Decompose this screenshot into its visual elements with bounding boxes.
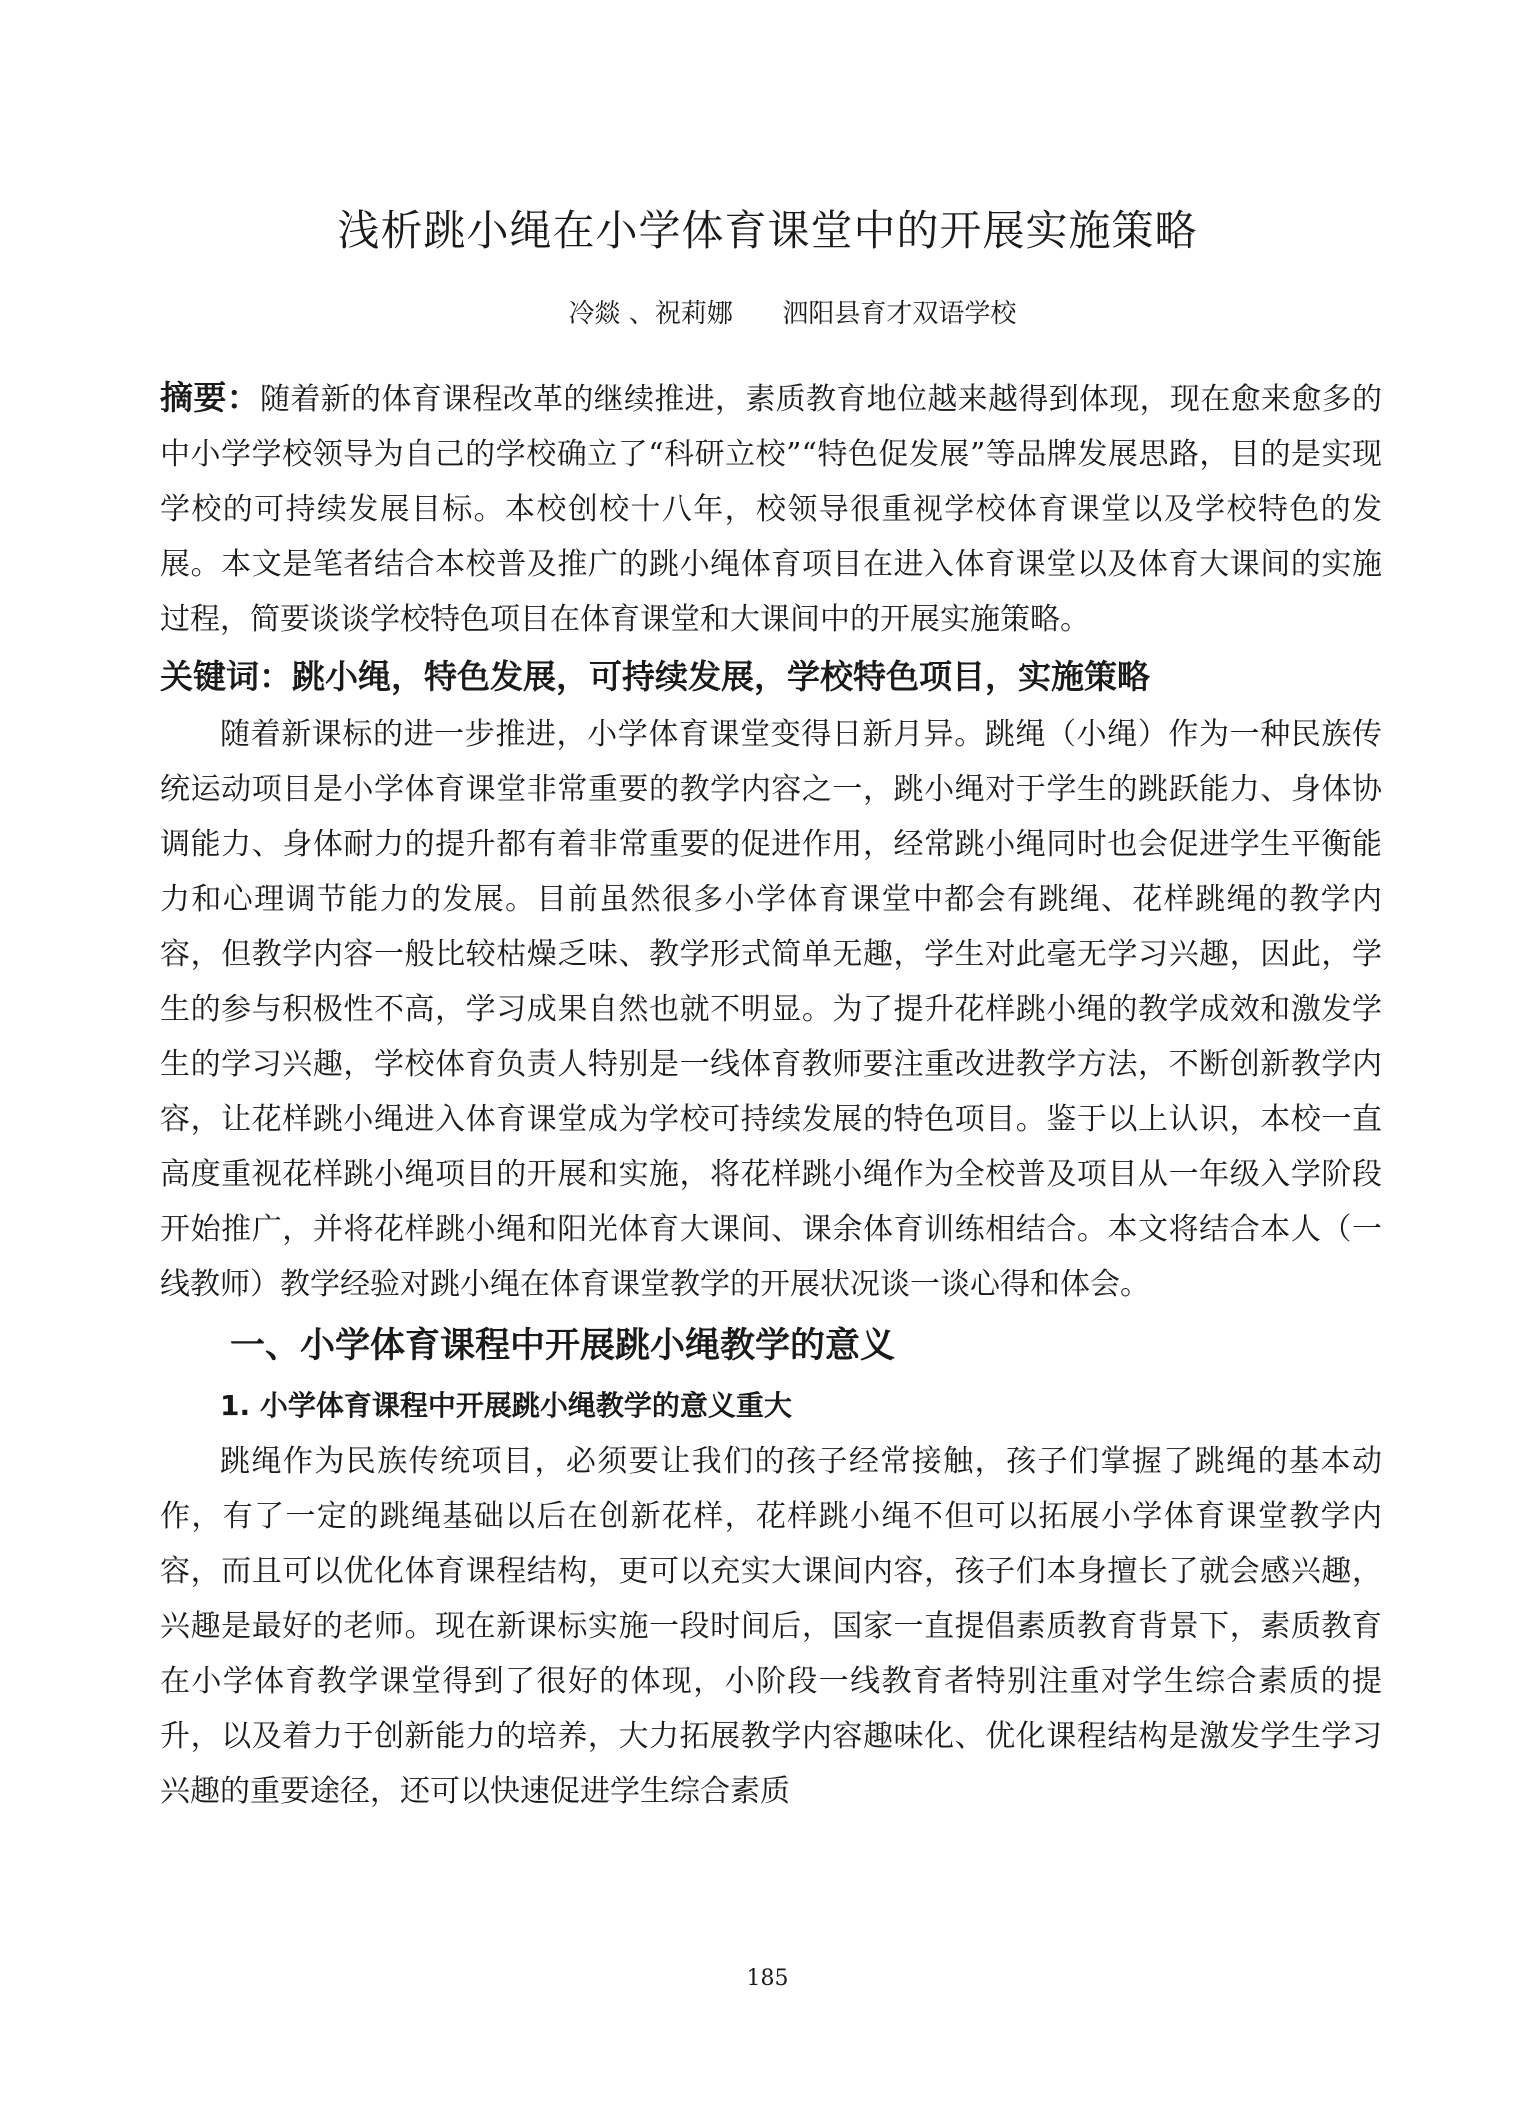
keywords: 关键词：跳小绳，特色发展，可持续发展，学校特色项目，实施策略	[160, 657, 1150, 696]
page-number: 185	[746, 1966, 789, 1991]
intro-paragraph: 随着新课标的进一步推进，小学体育课堂变得日新月异。跳绳（小绳）作为一种民族传统运动项目是小学体育课堂非常重要的教学内容之一，跳小绳对于学生的跳跃能力、身体协调能力、身体耐力的提升都有着非常重要的促进作用，经常跳小绳同时也会促进学生平衡能力和心理调节能力的发展。目前虽然很多小学体育课堂中都会有跳绳、花样跳绳的教学内容，但教学内容一般比较枯燥乏味、教学形式简单无趣，学生对此毫无学习兴趣，因此，学生的参与积极性不高，学习成果自然也就不明显。为了提升花样跳小绳的教学成效和激发学生的学习兴趣，学校体育负责人特别是一线体育教师要注重改进教学方法，不断创新教学内容，让花样跳小绳进入体育课堂成为学校可持续发展的特色项目。鉴于以上认识，本校一直高度重视花样跳小绳项目的开展和实施，将花样跳小绳作为全校普及项目从一年级入学阶段开始推广，并将花样跳小绳和阳光体育大课间、课余体育训练相结合。本文将结合本人（一线教师）教学经验对跳小绳在体育课堂教学的开展状况谈一谈心得和体会。	[160, 717, 1382, 1302]
section-heading-1: 一、小学体育课程中开展跳小绳教学的意义	[230, 1326, 896, 1366]
subsection-heading-1: 1. 小学体育课程中开展跳小绳教学的意义重大	[220, 1389, 792, 1422]
abstract	[160, 370, 1382, 647]
subsection-1-paragraph: 跳绳作为民族传统项目，必须要让我们的孩子经常接触，孩子们掌握了跳绳的基本动作，有了一定的跳绳基础以后在创新花样，花样跳小绳不但可以拓展小学体育课堂教学内容，而且可以优化体育课程结构，更可以充实大课间内容，孩子们本身擅长了就会感兴趣，兴趣是最好的老师。现在新课标实施一段时间后，国家一直提倡素质教育背景下，素质教育在小学体育教学课堂得到了很好的体现，小阶段一线教育者特别注重对学生综合素质的提升，以及着力于创新能力的培养，大力拓展教学内容趣味化、优化课程结构是激发学生学习兴趣的重要途径，还可以快速促进学生综合素质	[160, 1444, 1382, 1809]
abstract-text: 随着新的体育课程改革的继续推进，素质教育地位越来越得到体现，现在愈来愈多的中小学学校领导为自己的学校确立了“科研立校”“特色促发展”等品牌发展思路，目的是实现学校的可持续发展目标。本校创校十八年，校领导很重视学校体育课堂以及学校特色的发展。本文是笔者结合本校普及推广的跳小绳体育项目在进入体育课堂以及体育大课间的实施过程，简要谈谈学校特色项目在体育课堂和大课间中的开展实施策略。	[160, 382, 1382, 637]
abstract-label: 摘要：	[160, 378, 260, 417]
paper-title: 浅析跳小绳在小学体育课堂中的开展实施策略	[337, 206, 1198, 255]
paper-body	[160, 370, 1382, 1819]
paper-authors: 冷燚 、祝莉娜 泗阳县育才双语学校	[568, 299, 1017, 329]
